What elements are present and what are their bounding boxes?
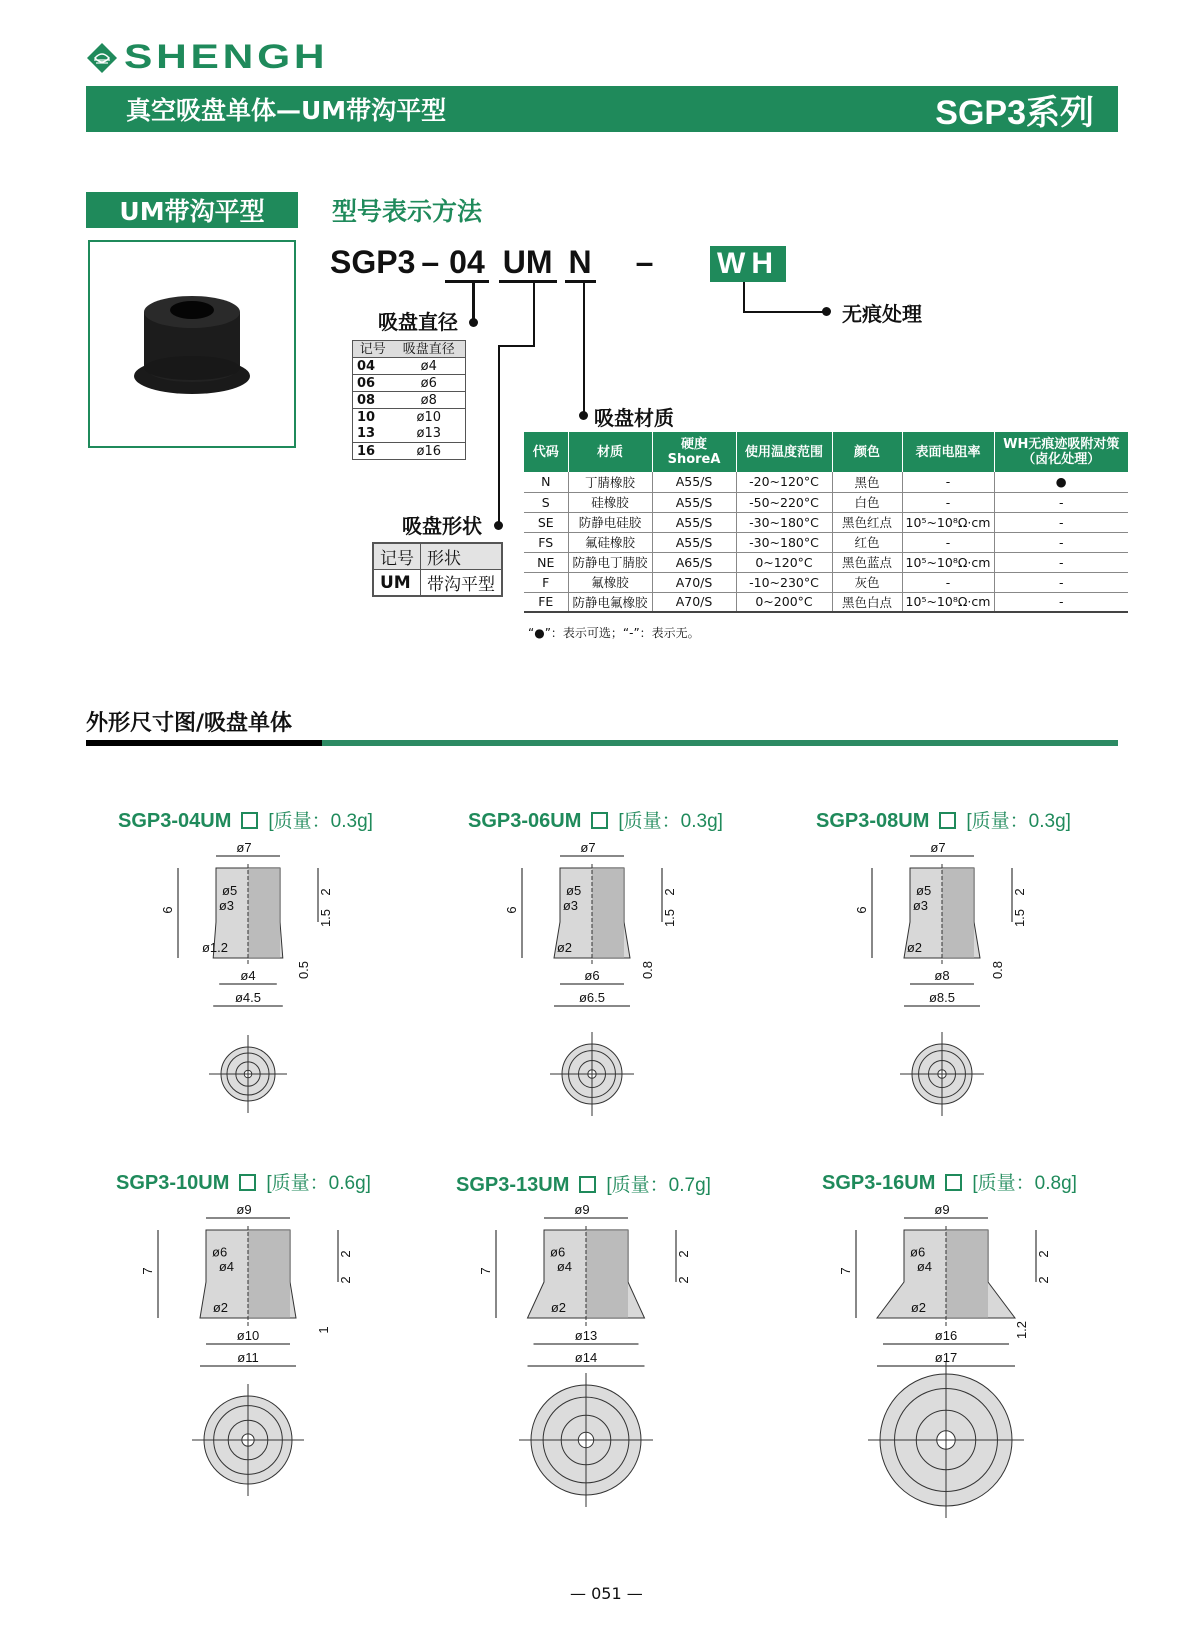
table-row: FE 防静电氟橡胶 A70/S 0~200°C 黑色白点 10⁵~10⁸Ω·cm - <box>524 592 1128 612</box>
svg-text:ø6: ø6 <box>584 968 600 983</box>
svg-text:ø13: ø13 <box>574 1328 598 1343</box>
svg-text:ø6: ø6 <box>910 1244 926 1260</box>
svg-text:ø3: ø3 <box>912 898 928 913</box>
table-row: FS 氟硅橡胶 A55/S -30~180°C 红色 - - <box>524 532 1128 552</box>
svg-text:ø16: ø16 <box>934 1328 958 1343</box>
th-code: 记号 <box>353 341 393 358</box>
model-material-code: N <box>565 246 596 283</box>
svg-text:ø1.2: ø1.2 <box>201 940 228 955</box>
side-view-drawing <box>502 838 682 1038</box>
suction-cup-image-icon <box>122 284 262 404</box>
label-material: 吸盘材质 <box>594 406 674 430</box>
diameter-table <box>352 340 466 460</box>
svg-text:ø4: ø4 <box>218 1259 234 1274</box>
svg-text:2: 2 <box>676 1276 691 1284</box>
svg-text:6: 6 <box>160 906 175 914</box>
bottom-view-drawing <box>192 1384 304 1496</box>
label-diameter: 吸盘直径 <box>378 310 458 334</box>
svg-text:0.5: 0.5 <box>296 960 311 980</box>
label-option: 无痕处理 <box>842 302 922 326</box>
material-code-placeholder-icon <box>591 812 608 829</box>
svg-text:ø10: ø10 <box>236 1328 260 1343</box>
svg-text:ø11: ø11 <box>237 1350 259 1365</box>
svg-text:ø14: ø14 <box>574 1350 598 1365</box>
svg-text:ø5: ø5 <box>222 883 238 898</box>
page-title: 真空吸盘单体—UM带沟平型 <box>126 96 447 125</box>
dimension-caption: SGP3-08UM [质量：0.3g] <box>816 810 1071 832</box>
model-dash-2: – <box>635 244 654 280</box>
svg-text:ø2: ø2 <box>550 1300 566 1315</box>
svg-text:ø17: ø17 <box>934 1350 958 1365</box>
svg-text:1: 1 <box>316 1326 331 1334</box>
table-row: NE 防静电丁腈胶 A65/S 0~120°C 黑色蓝点 10⁵~10⁸Ω·cm - <box>524 552 1128 572</box>
svg-text:ø8: ø8 <box>934 968 950 983</box>
model-code <box>330 244 653 283</box>
th-diameter: 吸盘直径 <box>393 341 466 358</box>
model-prefix: SGP3 <box>330 244 416 280</box>
model-notation-title: 型号表示方法 <box>332 197 483 226</box>
svg-text:ø2: ø2 <box>906 940 922 955</box>
dimension-caption: SGP3-16UM [质量：0.8g] <box>822 1172 1077 1194</box>
table-row: 13 ø13 <box>357 426 441 442</box>
brand-logo <box>86 38 329 77</box>
svg-text:6: 6 <box>504 906 519 914</box>
svg-text:ø5: ø5 <box>916 883 932 898</box>
material-code-placeholder-icon <box>939 812 956 829</box>
side-view-drawing <box>158 838 338 1038</box>
material-code-placeholder-icon <box>239 1174 256 1191</box>
svg-text:2: 2 <box>1012 888 1027 896</box>
table-row: 16 ø16 <box>353 443 466 460</box>
brand-name: SHENGH <box>124 38 329 76</box>
product-photo <box>88 240 296 448</box>
svg-text:2: 2 <box>1036 1250 1051 1258</box>
svg-text:2: 2 <box>338 1250 353 1258</box>
dimension-caption: SGP3-06UM [质量：0.3g] <box>468 810 723 832</box>
svg-text:7: 7 <box>140 1267 155 1275</box>
svg-text:ø7: ø7 <box>930 840 946 855</box>
label-shape: 吸盘形状 <box>402 514 482 538</box>
model-dash: – <box>421 244 440 280</box>
svg-text:7: 7 <box>478 1267 493 1275</box>
table-row: UM 带沟平型 <box>373 570 502 597</box>
table-row: 04 ø4 <box>353 358 466 375</box>
svg-text:0.8: 0.8 <box>640 960 655 980</box>
svg-text:ø2: ø2 <box>556 940 572 955</box>
series-name: SGP3系列 <box>935 93 1094 132</box>
table-row: N 丁腈橡胶 A55/S -20~120°C 黑色 - ● <box>524 472 1128 492</box>
material-code-placeholder-icon <box>241 812 258 829</box>
svg-text:1.2: 1.2 <box>1014 1320 1029 1340</box>
side-view-drawing <box>852 838 1032 1038</box>
bottom-view-drawing <box>519 1373 653 1507</box>
model-diameter-code: 04 <box>445 246 489 283</box>
page-number: — 051 — <box>570 1584 643 1603</box>
svg-text:ø3: ø3 <box>218 898 234 913</box>
option-code-wh: WH <box>710 246 786 282</box>
bottom-view-drawing <box>550 1032 634 1116</box>
bottom-view-drawing <box>209 1035 287 1113</box>
model-shape-code: UM <box>499 246 557 283</box>
svg-text:ø4: ø4 <box>916 1259 932 1274</box>
title-bar <box>86 86 1118 132</box>
svg-text:2: 2 <box>338 1276 353 1284</box>
bottom-view-drawing <box>900 1032 984 1116</box>
dimension-caption: SGP3-10UM [质量：0.6g] <box>116 1172 371 1194</box>
material-table: 代码 材质 硬度 ShoreA 使用温度范围 颜色 表面电阻率 WH无痕迹吸附对策（卤化处理） N 丁腈橡胶 A55/S -20~120°C 黑色 - ● S 硅橡胶 A55/S -50~220°C 白色 - - SE 防静电硅胶 A55/S -30~180°C 黑色红点 10⁵~10⁸Ω·cm - FS 氟硅橡胶 A55/S -30~180°C 红色 - - NE 防静电丁腈胶 A65/S 0~120°C 黑色蓝点 10⁵~10⁸Ω·cm - F 氟橡胶 A70/S -10~230°C 灰色 - - FE 防静电氟橡胶 A70/S 0~200°C 黑色白点 10⁵~10⁸Ω·cm - <box>524 432 1128 613</box>
dimensions-section-title: 外形尺寸图/吸盘单体 <box>86 711 293 736</box>
svg-text:ø6.5: ø6.5 <box>578 990 606 1005</box>
svg-text:ø7: ø7 <box>236 840 252 855</box>
product-type-tag: UM带沟平型 <box>86 192 298 228</box>
dimension-caption: SGP3-04UM [质量：0.3g] <box>118 810 373 832</box>
svg-text:ø6: ø6 <box>550 1244 566 1260</box>
material-code-placeholder-icon <box>579 1176 596 1193</box>
svg-text:ø5: ø5 <box>566 883 582 898</box>
svg-text:2: 2 <box>318 888 333 896</box>
svg-text:6: 6 <box>854 906 869 914</box>
svg-text:ø3: ø3 <box>562 898 578 913</box>
svg-text:2: 2 <box>676 1250 691 1258</box>
svg-text:ø4: ø4 <box>240 968 256 983</box>
side-view-drawing <box>476 1200 696 1400</box>
svg-text:1.5: 1.5 <box>318 908 333 928</box>
table-row: SE 防静电硅胶 A55/S -30~180°C 黑色红点 10⁵~10⁸Ω·cm - <box>524 512 1128 532</box>
table-row: F 氟橡胶 A70/S -10~230°C 灰色 - - <box>524 572 1128 592</box>
table-row: 08 ø8 <box>353 392 466 409</box>
svg-text:ø2: ø2 <box>212 1300 228 1315</box>
section-divider <box>86 740 1118 746</box>
diamond-logo-icon <box>86 42 118 74</box>
table-row: 06 ø6 <box>353 375 466 392</box>
table-row: S 硅橡胶 A55/S -50~220°C 白色 - - <box>524 492 1128 512</box>
svg-text:1.5: 1.5 <box>1012 908 1027 928</box>
svg-text:1.5: 1.5 <box>662 908 677 928</box>
svg-text:7: 7 <box>838 1267 853 1275</box>
svg-text:ø6: ø6 <box>212 1244 228 1260</box>
svg-text:2: 2 <box>1036 1276 1051 1284</box>
bottom-view-drawing <box>868 1362 1024 1518</box>
svg-text:0.8: 0.8 <box>990 960 1005 980</box>
svg-text:ø8.5: ø8.5 <box>928 990 956 1005</box>
svg-text:ø4: ø4 <box>556 1259 572 1274</box>
svg-text:ø9: ø9 <box>934 1202 950 1217</box>
dimension-caption: SGP3-13UM [质量：0.7g] <box>456 1174 711 1196</box>
table-row: 10 ø10 <box>353 409 466 426</box>
table-note: “●”：表示可选；“-”：表示无。 <box>528 626 700 640</box>
svg-text:ø9: ø9 <box>236 1202 252 1217</box>
svg-text:ø4.5: ø4.5 <box>234 990 262 1005</box>
svg-text:ø7: ø7 <box>580 840 596 855</box>
shape-table: 记号 形状 UM 带沟平型 <box>372 542 503 597</box>
svg-text:2: 2 <box>662 888 677 896</box>
side-view-drawing <box>138 1200 358 1400</box>
svg-text:ø2: ø2 <box>910 1300 926 1315</box>
svg-text:ø9: ø9 <box>574 1202 590 1217</box>
material-code-placeholder-icon <box>945 1174 962 1191</box>
